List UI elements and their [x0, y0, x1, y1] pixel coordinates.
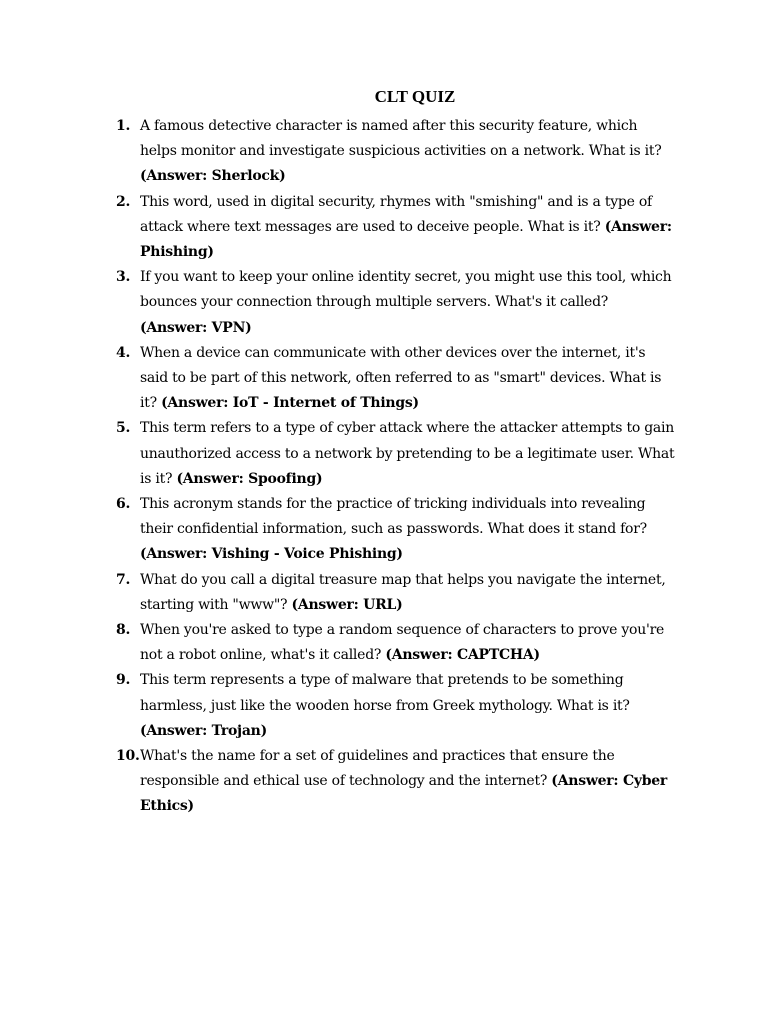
question-number: 8.: [116, 622, 131, 639]
question-text: This acronym stands for the practice of tricking individuals into revealing their confidential information, such as passwords. What does it stand for?: [140, 496, 647, 538]
question-answer: (Answer: Sherlock): [140, 168, 286, 185]
question-number: 2.: [116, 193, 131, 210]
quiz-question-2: [116, 190, 676, 266]
quiz-question-7: [116, 568, 676, 618]
question-text: When a device can communicate with other devices over the internet, it's said to be part of this network, often referred to as "smart" devices. What is it?: [140, 344, 662, 412]
question-text: This term represents a type of malware that pretends to be something harmless, just like the wooden horse from Greek mythology. What is it?: [140, 672, 630, 714]
question-answer: (Answer: Spoofing): [176, 470, 323, 487]
question-number: 5.: [116, 420, 131, 437]
question-text: If you want to keep your online identity secret, you might use this tool, which bounces your connection through multiple servers. What's it called?: [140, 269, 672, 311]
question-text: What do you call a digital treasure map that helps you navigate the internet, starting with "www"?: [140, 571, 666, 613]
question-answer: (Answer: Phishing): [140, 218, 672, 261]
question-answer: (Answer: IoT - Internet of Things): [161, 395, 419, 412]
question-number: 9.: [116, 672, 131, 689]
quiz-question-10: [116, 744, 676, 820]
question-text: This word, used in digital security, rhymes with "smishing" and is a type of attack where text messages are used to deceive people. What is it?: [140, 193, 652, 235]
question-answer: (Answer: Vishing - Voice Phishing): [140, 546, 403, 563]
quiz-question-9: [116, 668, 676, 744]
question-number: 6.: [116, 496, 131, 513]
question-text: When you're asked to type a random sequence of characters to prove you're not a robot online, what's it called?: [140, 622, 665, 664]
question-number: 1.: [116, 118, 131, 134]
quiz-question-3: [116, 265, 676, 341]
quiz-question-8: [116, 618, 676, 668]
question-answer: (Answer: Trojan): [140, 722, 267, 739]
question-answer: (Answer: VPN): [140, 319, 252, 336]
question-answer: (Answer: Cyber Ethics): [140, 773, 668, 815]
quiz-question-1: [116, 114, 676, 190]
quiz-question-6: [116, 492, 676, 568]
question-text: What's the name for a set of guidelines and practices that ensure the responsible and ethical use of technology and the internet?: [140, 748, 615, 790]
question-number: 4.: [116, 344, 131, 361]
question-number: 3.: [116, 269, 131, 286]
page-title: CLT QUIZ: [374, 87, 456, 106]
quiz-question-4: [116, 341, 676, 417]
quiz-question-5: [116, 416, 676, 492]
question-answer: (Answer: CAPTCHA): [385, 647, 540, 664]
question-number: 7.: [116, 571, 131, 588]
quiz-list: [116, 114, 676, 820]
question-number: 10.: [116, 748, 140, 765]
question-answer: (Answer: URL): [291, 596, 403, 613]
question-text: A famous detective character is named after this security feature, which helps monitor and investigate suspicious activities on a network. What is it?: [140, 118, 662, 160]
question-text: This term refers to a type of cyber attack where the attacker attempts to gain unauthorized access to a network by pretending to be a legitimate user. What is it?: [140, 420, 675, 487]
